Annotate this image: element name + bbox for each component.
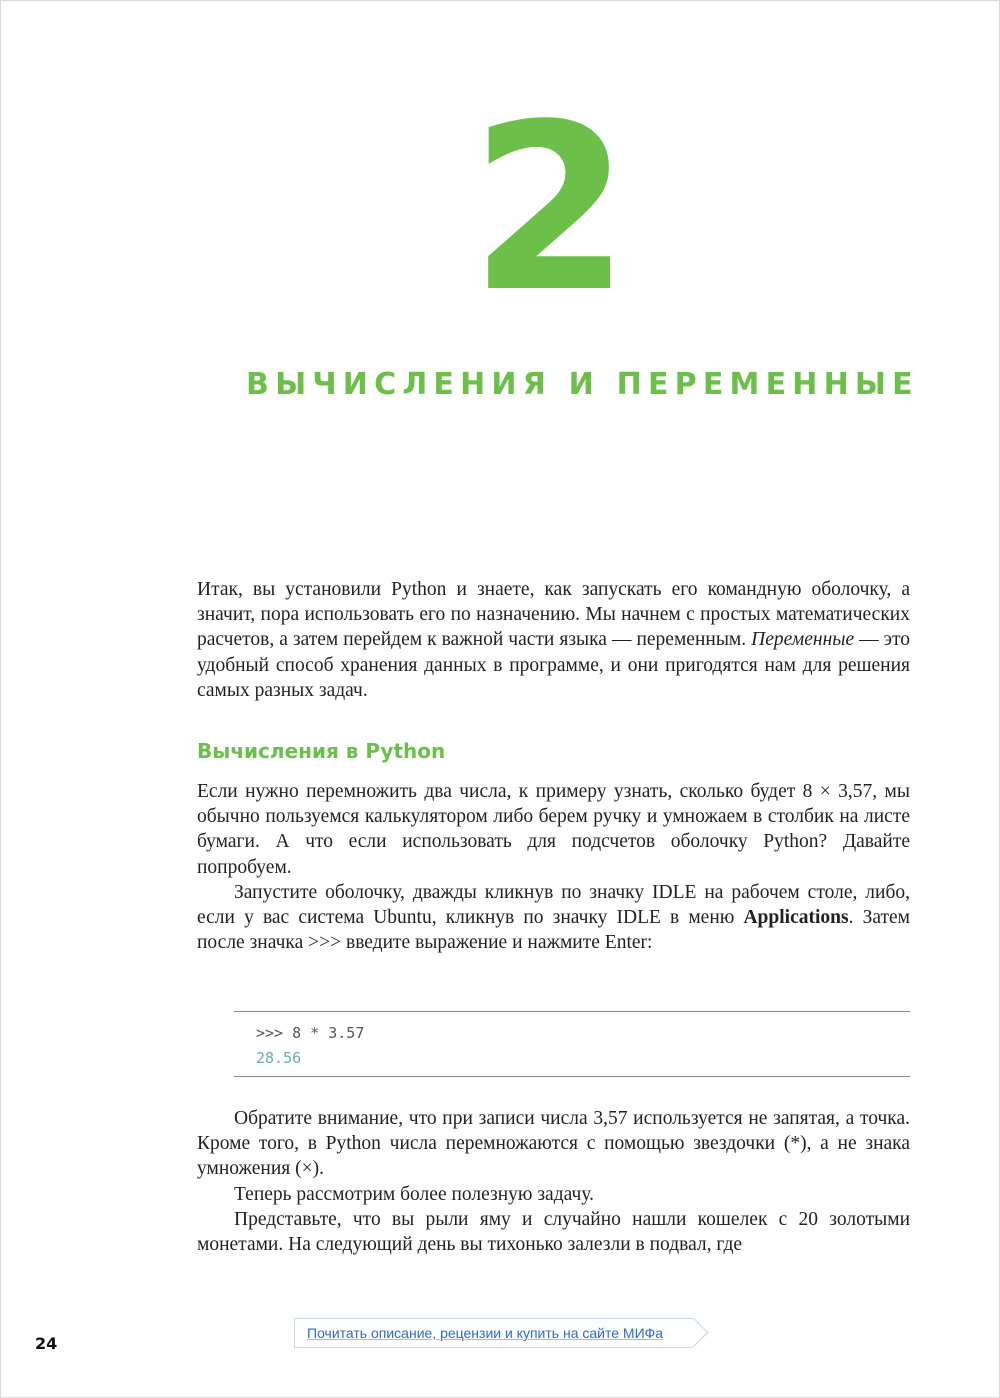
applications-menu-name: Applications [743, 907, 849, 929]
shop-link-label: Почитать описание, рецензии и купить на сайте МИФа [307, 1325, 664, 1341]
intro-text-start: Итак, вы установили Python и знаете, как запускать его командную оболочку, а значит, пора использовать его по назначению. Мы начнем с простых математических расчетов, а затем перейдем к важной части языка — переменным. [197, 579, 910, 651]
chapter-number: 2 [470, 76, 631, 343]
section-paragraph-1: Если нужно перемножить два числа, к примеру узнать, сколько будет 8 × 3,57, мы обычно пользуемся калькулятором либо берем ручку и умножаем в столбик на листе бумаги. А что если использовать для подсчетов оболочку Python? Давайте попробуем. [197, 781, 910, 878]
section-body [197, 779, 910, 955]
chapter-title: ВЫЧИСЛЕНИЯ И ПЕРЕМЕННЫЕ [246, 367, 919, 402]
section-heading: Вычисления в Python [197, 739, 446, 763]
section-paragraph-2 [197, 880, 910, 956]
after-code-body [197, 1106, 910, 1257]
after-code-paragraph-3: Представьте, что вы рыли яму и случайно нашли кошелек с 20 золотыми монетами. На следующий день вы тихонько залезли в подвал, где [197, 1208, 910, 1256]
intro-paragraph [197, 577, 910, 703]
code-input-line: >>> 8 * 3.57 [256, 1024, 365, 1042]
shop-link[interactable] [294, 1318, 693, 1348]
paragraph-2-end: . Затем после значка >>> введите выражение и нажмите Enter: [197, 907, 911, 954]
code-listing [234, 1011, 910, 1077]
code-output-line: 28.56 [256, 1049, 302, 1067]
intro-term: Переменные [751, 629, 855, 651]
after-code-paragraph-1: Обратите внимание, что при записи числа 3,57 используется не запятая, а точка. Кроме того, в Python числа перемножаются с помощью звездочки (*), а не знака умножения (×). [197, 1108, 910, 1180]
page-number: 24 [35, 1334, 58, 1353]
after-code-paragraph-2: Теперь рассмотрим более полезную задачу. [234, 1183, 594, 1205]
paragraph-2-start: Запустите оболочку, дважды кликнув по значку IDLE на рабочем столе, либо, если у вас система Ubuntu, кликнув по значку IDLE в меню [197, 881, 910, 929]
intro-text-end: — это удобный способ хранения данных в программе, и они пригодятся нам для решения самых разных задач. [197, 629, 910, 701]
